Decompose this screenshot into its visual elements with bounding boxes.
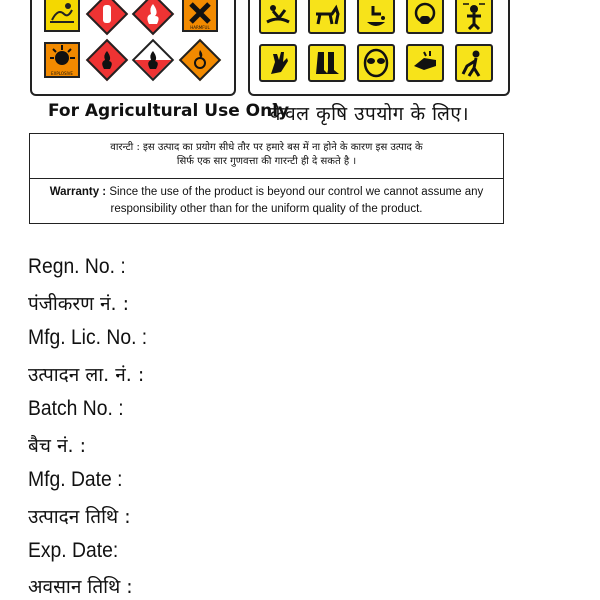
harmful-to-environment-icon xyxy=(44,0,80,32)
batch-no-label: Batch No. : xyxy=(28,397,124,420)
wash-after-use-icon xyxy=(406,44,444,82)
no-wading-fish-icon xyxy=(259,0,297,34)
mfg-date-label: Mfg. Date : xyxy=(28,468,123,491)
wear-goggles-icon xyxy=(357,44,395,82)
wear-respirator-icon xyxy=(406,0,444,34)
hazard-symbols-panel xyxy=(30,0,236,96)
warranty-english-text-1: Since the use of the product is beyond our control we cannot assume any xyxy=(106,186,484,198)
warranty-hindi-line-2: सिर्फ एक सार गुणवत्ता की गारन्टी ही दे सकते है । xyxy=(176,156,357,167)
flammable-icon xyxy=(135,0,171,32)
sprayer-operator-icon xyxy=(455,44,493,82)
exp-date-label: Exp. Date: xyxy=(28,539,119,562)
warranty-hindi-line-1: वारन्टी : इस उत्पाद का प्रयोग सीधे तौर पर हमारे बस में ना होने के कारण इस उत्पाद के xyxy=(110,142,423,153)
exp-date-label-hindi: अवसान तिथि : xyxy=(28,576,133,598)
warranty-english-box xyxy=(29,178,504,224)
flammable-gas-icon xyxy=(135,42,171,78)
svg-text:EXPLOSIVE: EXPLOSIVE xyxy=(51,71,73,76)
warranty-english-line-1 xyxy=(30,184,503,201)
mfg-lic-no-label: Mfg. Lic. No. : xyxy=(28,326,148,349)
oxidizer-icon xyxy=(182,42,218,78)
warranty-label: Warranty : xyxy=(49,186,107,198)
flammable-liquid-icon xyxy=(89,42,125,78)
agricultural-use-english: For Agricultural Use Only xyxy=(48,101,290,121)
mfg-lic-no-label-hindi: उत्पादन ला. नं. : xyxy=(28,364,145,386)
wear-boots-icon xyxy=(308,44,346,82)
no-spray-in-wind-icon xyxy=(455,0,493,34)
svg-text:HARMFUL: HARMFUL xyxy=(190,25,210,30)
explosive-icon xyxy=(44,42,80,78)
warranty-english-line-2: responsibility other than for the uniform quality of the product. xyxy=(110,203,423,215)
harmful-cross-icon xyxy=(182,0,218,32)
regn-no-label-hindi: पंजीकरण नं. : xyxy=(28,293,129,315)
keep-away-animals-icon xyxy=(308,0,346,34)
batch-no-label-hindi: बैच नं. : xyxy=(28,435,86,457)
ppe-symbols-panel xyxy=(248,0,510,96)
wear-gloves-icon xyxy=(259,44,297,82)
agricultural-use-hindi: केवल कृषि उपयोग के लिए। xyxy=(270,103,470,125)
wash-hands-icon xyxy=(357,0,395,34)
regn-no-label: Regn. No. : xyxy=(28,255,126,278)
explosive-gas-icon xyxy=(89,0,125,32)
mfg-date-label-hindi: उत्पादन तिथि : xyxy=(28,506,131,528)
warranty-hindi-box xyxy=(29,133,504,178)
